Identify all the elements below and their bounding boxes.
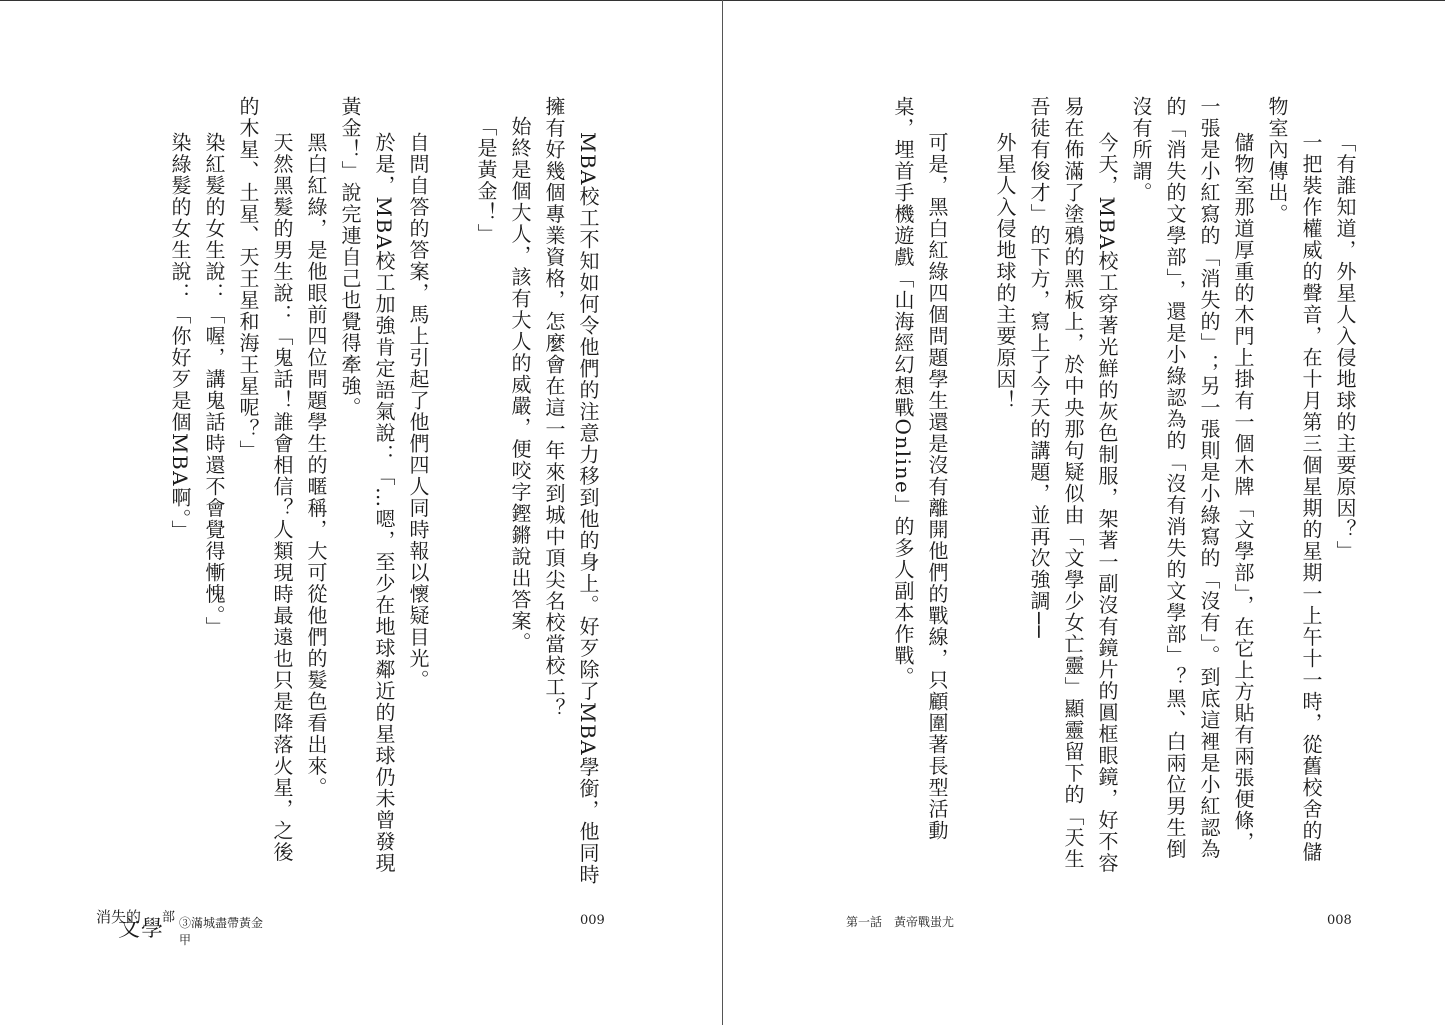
text-line: 可是，黑白紅綠四個問題學生還是沒有離開他們的戰線，只顧圍著長型活動 bbox=[925, 132, 949, 842]
volume-title: ③滿城盡帶黃金甲 bbox=[179, 916, 264, 947]
text-line: 「有誰知道，外星人入侵地球的主要原因？」 bbox=[1333, 132, 1357, 562]
text-line: 始終是個大人，該有大人的威嚴，便咬字鏗鏘說出答案。 bbox=[508, 116, 532, 654]
page-number: 009 bbox=[580, 913, 605, 928]
text-line: MBA校工不知如何令他們的注意力移到他的身上。好歹除了MBA學銜，他同時 bbox=[576, 132, 600, 886]
text-line: 一把裝作權威的聲音，在十月第三個星期的星期一上午十一時，從舊校舍的儲 bbox=[1299, 132, 1323, 863]
text-line: 的木星、土星、天王星和海王星呢？」 bbox=[236, 96, 260, 462]
book-logo bbox=[96, 902, 266, 947]
text-line: 吾徒有俊才」的下方，寫上了今天的講題，並再次強調── bbox=[1027, 96, 1051, 640]
left-page bbox=[0, 0, 722, 1025]
text-line: 於是，MBA校工加強肯定語氣說：「…嗯，至少在地球鄰近的星球仍未曾發現 bbox=[372, 132, 396, 875]
text-line: 今天，MBA校工穿著光鮮的灰色制服，架著一副沒有鏡片的圓框眼鏡，好不容 bbox=[1095, 132, 1119, 875]
text-line: 自問自答的答案，馬上引起了他們四人同時報以懷疑目光。 bbox=[406, 132, 430, 691]
text-line: 天然黑髮的男生說：「鬼話！誰會相信？人類現時最遠也只是降落火星，之後 bbox=[270, 132, 294, 863]
logo-small-text: 消失的 bbox=[96, 908, 142, 926]
logo-bu-text: 部 bbox=[162, 910, 176, 925]
text-line: 染紅髮的女生說：「喔，講鬼話時還不會覺得慚愧。」 bbox=[202, 132, 226, 638]
text-line: 黃金！」說完連自己也覺得牽強。 bbox=[338, 96, 362, 419]
text-line: 儲物室那道厚重的木門上掛有一個木牌「文學部」，在它上方貼有兩張便條， bbox=[1231, 132, 1255, 853]
text-line: 擁有好幾個專業資格，怎麼會在這一年來到城中頂尖名校當校工？ bbox=[542, 96, 566, 720]
text-line: 物室內傳出。 bbox=[1265, 96, 1289, 225]
page-number: 008 bbox=[1327, 913, 1352, 928]
text-line: 一張是小紅寫的「消失的」；另一張則是小綠寫的「沒有」。到底這裡是小紅認為 bbox=[1197, 96, 1221, 860]
chapter-title: 第一話 黃帝戰蚩尤 bbox=[846, 915, 955, 929]
logo-big-text: 文學 bbox=[118, 917, 165, 942]
text-line: 外星人入侵地球的主要原因！ bbox=[993, 132, 1017, 412]
text-line: 易在佈滿了塗鴉的黑板上，於中央那句疑似由「文學少女亡靈」顯靈留下的「天生 bbox=[1061, 96, 1085, 870]
right-page bbox=[723, 0, 1445, 1025]
text-line: 「是黃金！」 bbox=[474, 116, 498, 245]
text-line: 的「消失的文學部」，還是小綠認為的「沒有消失的文學部」？黑、白兩位男生倒 bbox=[1163, 96, 1187, 860]
text-line: 黑白紅綠，是他眼前四位問題學生的暱稱，大可從他們的髮色看出來。 bbox=[304, 132, 328, 799]
text-line: 染綠髮的女生說：「你好歹是個MBA啊。」 bbox=[168, 132, 192, 542]
text-line: 沒有所謂。 bbox=[1129, 96, 1153, 204]
text-line: 桌，埋首手機遊戲「山海經幻想戰Online」的多人副本作戰。 bbox=[891, 96, 915, 688]
